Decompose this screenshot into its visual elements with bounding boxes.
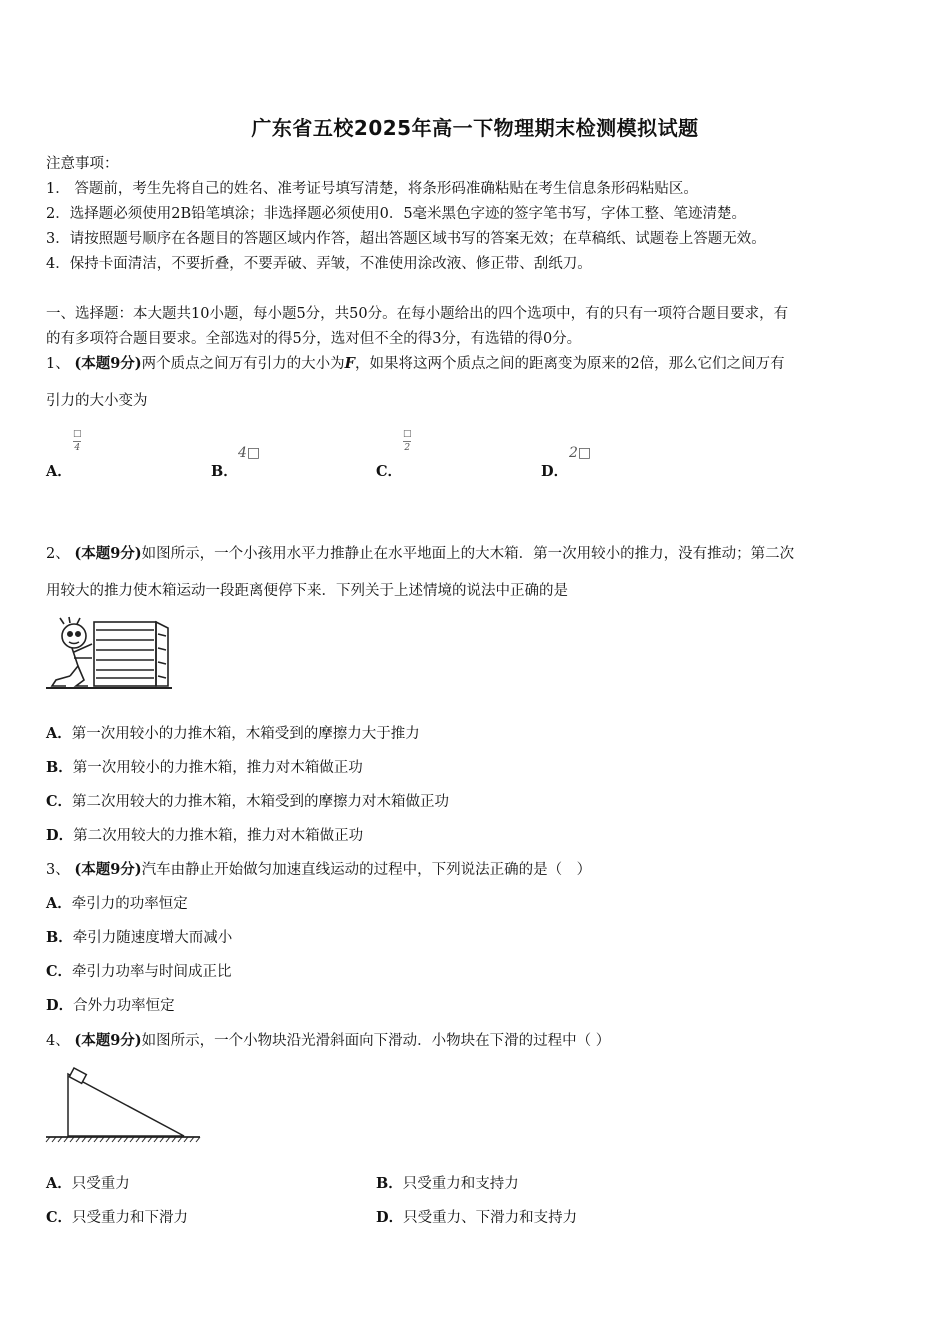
q1-option-a-numerator: □ [73,429,82,439]
q1-option-d-label[interactable]: D． [541,463,569,480]
q4-option-d[interactable] [376,1206,577,1227]
q1-text-b: ，如果将这两个质点之间的距离变为原来的2倍，那么它们之间万有 [354,356,785,372]
notice-item-1: 1． 答题前，考生先将自己的姓名、准考证号填写清楚，将条形码准确粘贴在考生信息条形码粘贴区。 [46,181,698,197]
q2-text: 如图所示，一个小孩用水平力推静止在水平地面上的大木箱．第一次用较小的推力，没有推动；第二次 [141,546,795,562]
q1-option-b-value: 4□ [238,445,261,461]
q4-text: 如图所示，一个小物块沿光滑斜面向下滑动．小物块在下滑的过程中（ ） [141,1033,611,1049]
q2-option-b-text: 第一次用较小的力推木箱，推力对木箱做正功 [72,760,363,776]
q2-option-d[interactable] [46,824,363,845]
q4-option-d-label: D． [376,1209,404,1226]
notice-item-4: 4．保持卡面清洁，不要折叠，不要弄破、弄皱，不准使用涂改液、修正带、刮纸刀。 [46,256,592,272]
notice-item-2: 2．选择题必须使用2B铅笔填涂；非选择题必须使用0．5毫米黑色字迹的签字笔书写，字体工整、笔迹清楚。 [46,206,747,222]
notice-heading: 注意事项： [46,156,119,172]
page-title: 广东省五校2025年高一下物理期末检测模拟试题 [251,116,699,140]
q1-option-c-label[interactable]: C． [376,463,403,480]
q2-option-a-text: 第一次用较小的力推木箱，木箱受到的摩擦力大于推力 [71,726,420,742]
q2-stem-line1 [46,542,794,563]
q1-option-a-label[interactable]: A． [46,463,72,480]
q2-stem-line2: 用较大的推力使木箱运动一段距离便停下来．下列关于上述情境的说法中正确的是 [46,583,568,599]
q3-stem-line1 [46,858,591,879]
q4-option-b-text: 只受重力和支持力 [402,1176,519,1192]
q2-option-b-label: B． [46,759,73,776]
q3-option-d-label: D． [46,997,74,1014]
q2-score-tag: (本题9分) [74,545,142,562]
q3-number: 3、 [46,862,70,878]
q4-option-c-text: 只受重力和下滑力 [72,1210,189,1226]
q2-option-d-text: 第二次用较大的力推木箱，推力对木箱做正功 [73,828,364,844]
q4-option-c-label: C． [46,1209,73,1226]
q1-option-a-fraction [73,429,82,454]
q1-option-c-denominator: 2 [404,443,411,453]
q2-option-b[interactable] [46,756,363,777]
q2-option-a-label: A． [46,725,72,742]
q3-option-c-label: C． [46,963,73,980]
q1-score-tag: (本题9分) [74,355,142,372]
q1-option-c-fraction [403,429,412,454]
q2-option-c[interactable] [46,790,449,811]
q4-option-d-text: 只受重力、下滑力和支持力 [403,1210,578,1226]
q1-option-c-numerator: □ [403,429,412,439]
q1-option-d-value: 2□ [569,445,592,461]
section-intro-line1: 一、选择题：本大题共10小题，每小题5分，共50分。在每小题给出的四个选项中，有的只有一项符合题目要求，有 [46,306,789,322]
q1-text-a: 两个质点之间万有引力的大小为 [141,356,345,372]
q1-variable: F [344,355,355,372]
q3-option-b-label: B． [46,929,73,946]
incline-block-figure [44,1060,204,1146]
q3-option-c-text: 牵引力功率与时间成正比 [72,964,232,980]
q1-stem-line1 [46,352,785,373]
q2-option-d-label: D． [46,827,74,844]
q2-option-c-text: 第二次用较大的力推木箱，木箱受到的摩擦力对木箱做正功 [72,794,450,810]
q3-option-b-text: 牵引力随速度增大而减小 [72,930,233,946]
q3-option-a[interactable] [46,892,188,913]
q3-option-a-label: A． [46,895,72,912]
child-pushing-crate-figure [44,614,174,690]
q3-option-c[interactable] [46,960,232,981]
q3-option-d-text: 合外力功率恒定 [73,998,175,1014]
q3-option-b[interactable] [46,926,232,947]
q4-option-a-label: A． [46,1175,72,1192]
q4-option-a-text: 只受重力 [71,1176,130,1192]
q4-option-c[interactable] [46,1206,188,1227]
q4-option-b[interactable] [376,1172,519,1193]
q1-number: 1、 [46,356,70,372]
q2-option-c-label: C． [46,793,73,810]
q3-text: 汽车由静止开始做匀加速直线运动的过程中，下列说法正确的是（ ） [141,862,592,878]
q2-option-a[interactable] [46,722,420,743]
notice-item-3: 3．请按照题号顺序在各题目的答题区域内作答，超出答题区域书写的答案无效；在草稿纸、试题卷上答题无效。 [46,231,766,247]
q3-score-tag: (本题9分) [74,861,142,878]
q4-stem-line1 [46,1029,610,1050]
q4-number: 4、 [46,1033,70,1049]
q4-option-a[interactable] [46,1172,130,1193]
q1-stem-line2: 引力的大小变为 [46,393,148,409]
q3-option-a-text: 牵引力的功率恒定 [71,896,188,912]
q1-option-b-label[interactable]: B． [211,463,238,480]
q4-option-b-label: B． [376,1175,403,1192]
q3-option-d[interactable] [46,994,175,1015]
q1-option-a-denominator: 4 [74,443,81,453]
q4-score-tag: (本题9分) [74,1032,142,1049]
section-intro-line2: 的有多项符合题目要求。全部选对的得5分，选对但不全的得3分，有选错的得0分。 [46,331,582,347]
q2-number: 2、 [46,546,70,562]
